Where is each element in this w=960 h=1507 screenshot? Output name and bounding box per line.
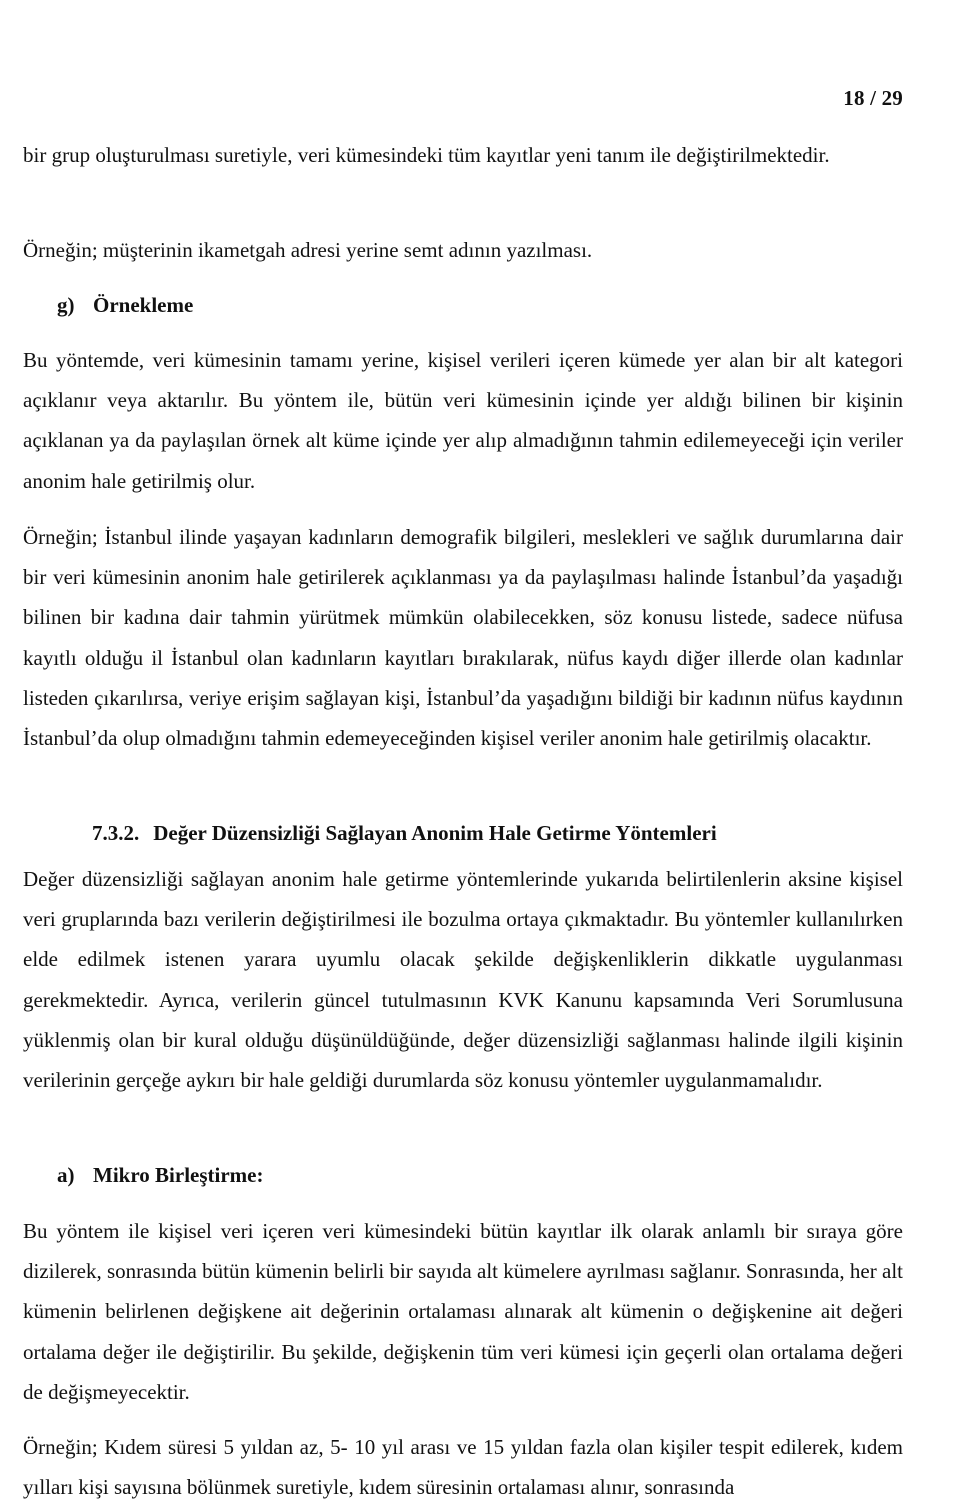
page-number: 18 / 29: [843, 86, 903, 110]
paragraph-example-district: Örneğin; müşterinin ikametgah adresi yerine semt adının yazılması.: [23, 238, 593, 262]
paragraph-micro-aggregation: Bu yöntem ile kişisel veri içeren veri kümesindeki bütün kayıtlar ilk olarak anlamlı bir sıraya göre dizilerek, sonrasında bütün kümenin belirli bir sayıda alt kümelere ayrılması sağlanır. Sonrasında, her alt kümenin belirlenen değişkene ait değerinin ortalaması alınarak alt kümenin o değişkenine ait değeri ortalama değer ile değiştirilir. Bu şekilde, değişkenin tüm veri kümesi için geçerli olan ortalama değeri de değişmeyecektir.: [23, 1219, 903, 1404]
paragraph-micro-example: Örneğin; Kıdem süresi 5 yıldan az, 5- 10 yıl arası ve 15 yıldan fazla olan kişiler tespit edilerek, kıdem yılları kişi sayısına bölünmek suretiyle, kıdem süresinin ortalaması alınır, sonrasında: [23, 1435, 903, 1500]
paragraph-value-irregularity: Değer düzensizliği sağlayan anonim hale getirme yöntemlerinde yukarıda belirtilenlerin aksine kişisel veri gruplarında bazı verilerin değiştirilmesi ile bozulma ortaya çıkmaktadır. Bu yöntemler kullanılırken elde edilmek istenen yarara uyumlu olacak şekilde değişkenliklerin dikkatle uygulanması gerekmektedir. Ayrıca, verilerin güncel tutulmasının KVK Kanunu kapsamında Veri Sorumlusuna yüklenmiş olan bir kural olduğu düşünüldüğünde, değer düzensizliği sağlanması halinde ilgili kişinin verilerinin gerçeğe aykırı bir hale geldiği durumlarda söz konusu yöntemler uygulanmamalıdır.: [23, 867, 903, 1093]
heading-micro-aggregation: [57, 1155, 937, 1195]
paragraph-sampling-description: Bu yöntemde, veri kümesinin tamamı yerine, kişisel verileri içeren kümede yer alan bir alt kategori açıklanır veya aktarılır. Bu yöntem ile, bütün veri kümesinin içinde yer aldığı bilinen bir kişinin açıklanan ya da paylaşılan örnek alt küme içinde yer alıp almadığının tahmin edilemeyeceği için veriler anonim hale getirilmiş olur.: [23, 348, 903, 493]
heading-sampling-title: Örnekleme: [93, 293, 194, 317]
section-heading-7-3-2: [92, 813, 960, 853]
heading-sampling: [57, 285, 937, 325]
paragraph-sampling-example: Örneğin; İstanbul ilinde yaşayan kadınların demografik bilgileri, meslekleri ve sağlık durumlarına dair bir veri kümesinin anonim hale getirilerek açıklanması ya da paylaşılması halinde İstanbul’da yaşadığı bilinen bir kadına dair tahmin yürütmek mümkün olabilecekken, söz konusu listede, sadece nüfusa kayıtlı olduğu il İstanbul olan kadınların kayıtları bırakılarak, nüfus kaydı diğer illerde olan kadınlar listeden çıkarılırsa, veriye erişim sağlayan kişi, İstanbul’da yaşadığını bildiği bir kadının nüfus kaydının İstanbul’da olup olmadığını tahmin edemeyeceğinden kişisel veriler anonim hale getirilmiş olacaktır.: [23, 525, 903, 751]
paragraph-generalization-end: bir grup oluşturulması suretiyle, veri kümesindeki tüm kayıtlar yeni tanım ile değiştirilmektedir.: [23, 143, 830, 167]
heading-sampling-marker: g): [57, 293, 75, 317]
heading-micro-marker: a): [57, 1163, 75, 1187]
heading-micro-title: Mikro Birleştirme:: [93, 1163, 264, 1187]
section-number: 7.3.2.: [92, 821, 140, 845]
section-title: Değer Düzensizliği Sağlayan Anonim Hale Getirme Yöntemleri: [153, 821, 717, 845]
document-page: [23, 0, 903, 1506]
